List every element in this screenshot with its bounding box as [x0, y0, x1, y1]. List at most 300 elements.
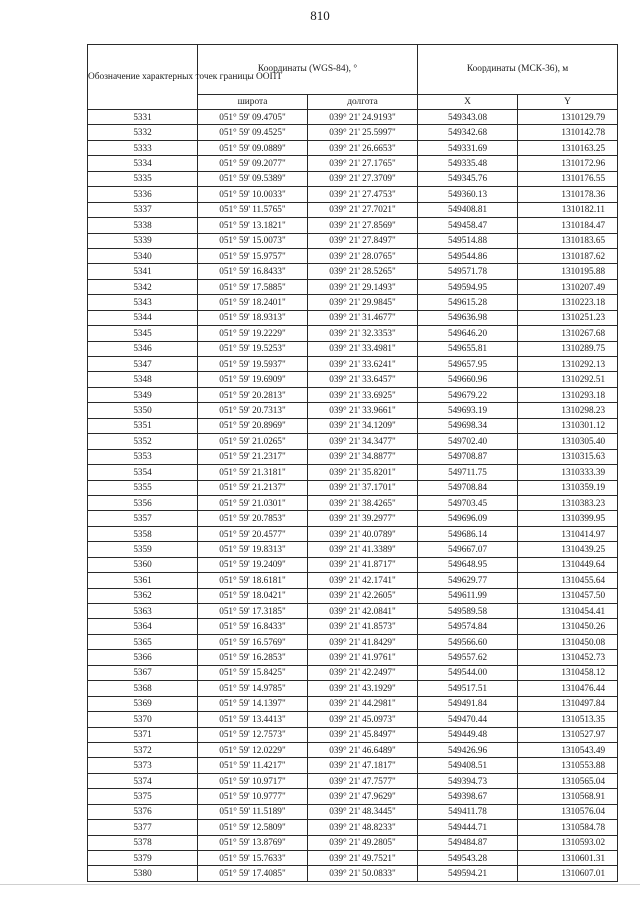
y-coordinate-cell: 1310476.44	[518, 681, 618, 696]
latitude-cell: 051° 59' 16.8433"	[198, 619, 308, 634]
table-row	[88, 248, 618, 263]
longitude-cell: 039° 21' 39.2977"	[308, 511, 418, 526]
x-coordinate-cell: 549514.88	[418, 233, 518, 248]
y-coordinate-cell: 1310293.18	[518, 387, 618, 402]
x-coordinate-cell: 549544.00	[418, 665, 518, 680]
point-id-cell: 5362	[88, 588, 198, 603]
latitude-cell: 051° 59' 20.2813"	[198, 387, 308, 402]
y-coordinate-cell: 1310301.12	[518, 418, 618, 433]
x-coordinate-cell: 549398.67	[418, 789, 518, 804]
table-row	[88, 310, 618, 325]
y-coordinate-cell: 1310359.19	[518, 480, 618, 495]
y-coordinate-cell: 1310458.12	[518, 665, 618, 680]
latitude-cell: 051° 59' 15.0073"	[198, 233, 308, 248]
point-id-cell: 5342	[88, 279, 198, 294]
point-id-cell: 5340	[88, 248, 198, 263]
table-row	[88, 619, 618, 634]
x-coordinate-cell: 549589.58	[418, 604, 518, 619]
table-row	[88, 372, 618, 387]
y-coordinate-cell: 1310267.68	[518, 326, 618, 341]
longitude-cell: 039° 21' 42.0841"	[308, 604, 418, 619]
latitude-cell: 051° 59' 11.5189"	[198, 804, 308, 819]
y-coordinate-cell: 1310182.11	[518, 202, 618, 217]
latitude-cell: 051° 59' 19.2409"	[198, 557, 308, 572]
table-row	[88, 465, 618, 480]
msk36-coordinates-header: Координаты (МСК-36), м	[418, 45, 618, 95]
latitude-cell: 051° 59' 18.9313"	[198, 310, 308, 325]
y-coordinate-cell: 1310439.25	[518, 542, 618, 557]
point-id-cell: 5378	[88, 835, 198, 850]
longitude-cell: 039° 21' 29.1493"	[308, 279, 418, 294]
latitude-cell: 051° 59' 10.9717"	[198, 773, 308, 788]
point-id-cell: 5367	[88, 665, 198, 680]
x-coordinate-cell: 549679.22	[418, 387, 518, 402]
point-id-cell: 5371	[88, 727, 198, 742]
longitude-cell: 039° 21' 33.4981"	[308, 341, 418, 356]
x-coordinate-cell: 549574.84	[418, 619, 518, 634]
longitude-cell: 039° 21' 46.6489"	[308, 742, 418, 757]
table-row	[88, 835, 618, 850]
table-row	[88, 820, 618, 835]
point-id-cell: 5353	[88, 449, 198, 464]
x-coordinate-cell: 549343.08	[418, 110, 518, 125]
longitude-cell: 039° 21' 41.8429"	[308, 634, 418, 649]
table-row	[88, 542, 618, 557]
point-id-cell: 5363	[88, 604, 198, 619]
latitude-cell: 051° 59' 13.8769"	[198, 835, 308, 850]
table-row	[88, 511, 618, 526]
y-coordinate-cell: 1310207.49	[518, 279, 618, 294]
point-id-cell: 5337	[88, 202, 198, 217]
x-coordinate-cell: 549655.81	[418, 341, 518, 356]
latitude-cell: 051° 59' 12.7573"	[198, 727, 308, 742]
latitude-cell: 051° 59' 13.4413"	[198, 712, 308, 727]
longitude-cell: 039° 21' 41.3389"	[308, 542, 418, 557]
y-coordinate-cell: 1310513.35	[518, 712, 618, 727]
y-coordinate-cell: 1310184.47	[518, 218, 618, 233]
latitude-cell: 051° 59' 21.0265"	[198, 434, 308, 449]
longitude-cell: 039° 21' 47.7577"	[308, 773, 418, 788]
y-coordinate-cell: 1310576.04	[518, 804, 618, 819]
longitude-cell: 039° 21' 48.3445"	[308, 804, 418, 819]
y-coordinate-cell: 1310497.84	[518, 696, 618, 711]
point-id-cell: 5335	[88, 171, 198, 186]
x-coordinate-cell: 549708.84	[418, 480, 518, 495]
point-id-cell: 5348	[88, 372, 198, 387]
point-id-cell: 5345	[88, 326, 198, 341]
latitude-cell: 051° 59' 14.1397"	[198, 696, 308, 711]
table-row	[88, 357, 618, 372]
latitude-cell: 051° 59' 20.7853"	[198, 511, 308, 526]
x-coordinate-cell: 549660.96	[418, 372, 518, 387]
latitude-cell: 051° 59' 10.0033"	[198, 187, 308, 202]
longitude-cell: 039° 21' 27.3709"	[308, 171, 418, 186]
point-id-cell: 5355	[88, 480, 198, 495]
y-coordinate-cell: 1310163.25	[518, 140, 618, 155]
longitude-cell: 039° 21' 35.8201"	[308, 465, 418, 480]
latitude-cell: 051° 59' 16.5769"	[198, 634, 308, 649]
table-row	[88, 557, 618, 572]
x-coordinate-cell: 549491.84	[418, 696, 518, 711]
y-coordinate-cell: 1310251.23	[518, 310, 618, 325]
longitude-cell: 039° 21' 49.7521"	[308, 851, 418, 866]
x-coordinate-cell: 549693.19	[418, 403, 518, 418]
point-id-cell: 5360	[88, 557, 198, 572]
table-row	[88, 187, 618, 202]
coordinates-table	[87, 44, 618, 882]
latitude-cell: 051° 59' 12.0229"	[198, 742, 308, 757]
longitude-cell: 039° 21' 27.8569"	[308, 218, 418, 233]
point-id-cell: 5336	[88, 187, 198, 202]
table-row	[88, 125, 618, 140]
x-coordinate-cell: 549345.76	[418, 171, 518, 186]
point-id-cell: 5364	[88, 619, 198, 634]
table-row	[88, 295, 618, 310]
point-id-cell: 5343	[88, 295, 198, 310]
x-coordinate-cell: 549449.48	[418, 727, 518, 742]
table-row	[88, 526, 618, 541]
x-coordinate-cell: 549411.78	[418, 804, 518, 819]
point-id-cell: 5331	[88, 110, 198, 125]
y-coordinate-cell: 1310607.01	[518, 866, 618, 881]
latitude-cell: 051° 59' 16.8433"	[198, 264, 308, 279]
y-coordinate-cell: 1310305.40	[518, 434, 618, 449]
point-id-cell: 5379	[88, 851, 198, 866]
table-row	[88, 434, 618, 449]
longitude-header: долгота	[308, 95, 418, 110]
y-coordinate-cell: 1310527.97	[518, 727, 618, 742]
table-row	[88, 171, 618, 186]
table-row	[88, 233, 618, 248]
x-coordinate-cell: 549648.95	[418, 557, 518, 572]
x-coordinate-cell: 549696.09	[418, 511, 518, 526]
latitude-cell: 051° 59' 19.2229"	[198, 326, 308, 341]
y-coordinate-cell: 1310553.88	[518, 758, 618, 773]
x-coordinate-cell: 549484.87	[418, 835, 518, 850]
latitude-cell: 051° 59' 17.5885"	[198, 279, 308, 294]
point-designation-header: Обозначение характерных точек границы ООПТ	[88, 45, 198, 110]
latitude-cell: 051° 59' 09.5389"	[198, 171, 308, 186]
latitude-cell: 051° 59' 14.9785"	[198, 681, 308, 696]
x-coordinate-cell: 549702.40	[418, 434, 518, 449]
longitude-cell: 039° 21' 41.8717"	[308, 557, 418, 572]
longitude-cell: 039° 21' 34.1209"	[308, 418, 418, 433]
y-coordinate-cell: 1310593.02	[518, 835, 618, 850]
x-coordinate-cell: 549360.13	[418, 187, 518, 202]
table-row	[88, 326, 618, 341]
table-row	[88, 696, 618, 711]
longitude-cell: 039° 21' 32.3353"	[308, 326, 418, 341]
longitude-cell: 039° 21' 34.3477"	[308, 434, 418, 449]
point-id-cell: 5350	[88, 403, 198, 418]
point-id-cell: 5354	[88, 465, 198, 480]
longitude-cell: 039° 21' 34.8877"	[308, 449, 418, 464]
point-id-cell: 5349	[88, 387, 198, 402]
x-coordinate-cell: 549594.21	[418, 866, 518, 881]
table-row	[88, 218, 618, 233]
x-coordinate-cell: 549657.95	[418, 357, 518, 372]
longitude-cell: 039° 21' 38.4265"	[308, 495, 418, 510]
latitude-cell: 051° 59' 15.7633"	[198, 851, 308, 866]
point-id-cell: 5375	[88, 789, 198, 804]
y-coordinate-cell: 1310292.13	[518, 357, 618, 372]
page-number: 810	[310, 8, 330, 23]
table-row	[88, 742, 618, 757]
point-id-cell: 5341	[88, 264, 198, 279]
page-bottom-edge	[0, 884, 640, 885]
point-id-cell: 5365	[88, 634, 198, 649]
point-id-cell: 5352	[88, 434, 198, 449]
latitude-cell: 051° 59' 19.8313"	[198, 542, 308, 557]
longitude-cell: 039° 21' 50.0833"	[308, 866, 418, 881]
point-id-cell: 5372	[88, 742, 198, 757]
table-body	[88, 110, 618, 882]
x-coordinate-cell: 549544.86	[418, 248, 518, 263]
table-header	[88, 45, 618, 110]
x-coordinate-cell: 549686.14	[418, 526, 518, 541]
latitude-cell: 051° 59' 18.0421"	[198, 588, 308, 603]
y-coordinate-cell: 1310450.26	[518, 619, 618, 634]
table-row	[88, 773, 618, 788]
table-row	[88, 264, 618, 279]
y-coordinate-cell: 1310543.49	[518, 742, 618, 757]
longitude-cell: 039° 21' 33.9661"	[308, 403, 418, 418]
y-coordinate-cell: 1310455.64	[518, 573, 618, 588]
point-id-cell: 5356	[88, 495, 198, 510]
latitude-cell: 051° 59' 21.2137"	[198, 480, 308, 495]
y-coordinate-cell: 1310315.63	[518, 449, 618, 464]
longitude-cell: 039° 21' 27.7021"	[308, 202, 418, 217]
longitude-cell: 039° 21' 27.8497"	[308, 233, 418, 248]
point-id-cell: 5347	[88, 357, 198, 372]
latitude-cell: 051° 59' 09.0889"	[198, 140, 308, 155]
y-coordinate-cell: 1310292.51	[518, 372, 618, 387]
latitude-cell: 051° 59' 19.5253"	[198, 341, 308, 356]
latitude-cell: 051° 59' 13.1821"	[198, 218, 308, 233]
longitude-cell: 039° 21' 28.0765"	[308, 248, 418, 263]
longitude-cell: 039° 21' 37.1701"	[308, 480, 418, 495]
longitude-cell: 039° 21' 43.1929"	[308, 681, 418, 696]
longitude-cell: 039° 21' 27.1765"	[308, 156, 418, 171]
table-row	[88, 403, 618, 418]
y-coordinate-cell: 1310449.64	[518, 557, 618, 572]
longitude-cell: 039° 21' 28.5265"	[308, 264, 418, 279]
y-coordinate-cell: 1310298.23	[518, 403, 618, 418]
x-coordinate-cell: 549646.20	[418, 326, 518, 341]
point-id-cell: 5332	[88, 125, 198, 140]
longitude-cell: 039° 21' 47.9629"	[308, 789, 418, 804]
x-coordinate-cell: 549615.28	[418, 295, 518, 310]
y-coordinate-cell: 1310454.41	[518, 604, 618, 619]
latitude-cell: 051° 59' 20.4577"	[198, 526, 308, 541]
x-header: X	[418, 95, 518, 110]
x-coordinate-cell: 549611.99	[418, 588, 518, 603]
longitude-cell: 039° 21' 44.2981"	[308, 696, 418, 711]
x-coordinate-cell: 549557.62	[418, 650, 518, 665]
latitude-cell: 051° 59' 15.8425"	[198, 665, 308, 680]
x-coordinate-cell: 549708.87	[418, 449, 518, 464]
table-row	[88, 140, 618, 155]
y-coordinate-cell: 1310129.79	[518, 110, 618, 125]
y-coordinate-cell: 1310565.04	[518, 773, 618, 788]
x-coordinate-cell: 549711.75	[418, 465, 518, 480]
table-row	[88, 650, 618, 665]
x-coordinate-cell: 549426.96	[418, 742, 518, 757]
x-coordinate-cell: 549331.69	[418, 140, 518, 155]
longitude-cell: 039° 21' 45.0973"	[308, 712, 418, 727]
y-coordinate-cell: 1310289.75	[518, 341, 618, 356]
table-row	[88, 495, 618, 510]
latitude-cell: 051° 59' 19.6909"	[198, 372, 308, 387]
latitude-cell: 051° 59' 11.4217"	[198, 758, 308, 773]
point-id-cell: 5333	[88, 140, 198, 155]
table-row	[88, 418, 618, 433]
y-coordinate-cell: 1310183.65	[518, 233, 618, 248]
latitude-cell: 051° 59' 18.6181"	[198, 573, 308, 588]
table-row	[88, 804, 618, 819]
y-coordinate-cell: 1310176.55	[518, 171, 618, 186]
longitude-cell: 039° 21' 25.5997"	[308, 125, 418, 140]
table-row	[88, 727, 618, 742]
table-row	[88, 573, 618, 588]
point-id-cell: 5373	[88, 758, 198, 773]
y-coordinate-cell: 1310223.18	[518, 295, 618, 310]
y-coordinate-cell: 1310601.31	[518, 851, 618, 866]
latitude-cell: 051° 59' 19.5937"	[198, 357, 308, 372]
x-coordinate-cell: 549335.48	[418, 156, 518, 171]
table-row	[88, 665, 618, 680]
point-id-cell: 5359	[88, 542, 198, 557]
latitude-cell: 051° 59' 18.2401"	[198, 295, 308, 310]
longitude-cell: 039° 21' 42.1741"	[308, 573, 418, 588]
x-coordinate-cell: 549543.28	[418, 851, 518, 866]
latitude-cell: 051° 59' 11.5765"	[198, 202, 308, 217]
longitude-cell: 039° 21' 33.6241"	[308, 357, 418, 372]
table-row	[88, 480, 618, 495]
table-row	[88, 449, 618, 464]
point-id-cell: 5374	[88, 773, 198, 788]
point-id-cell: 5351	[88, 418, 198, 433]
point-id-cell: 5344	[88, 310, 198, 325]
longitude-cell: 039° 21' 42.2497"	[308, 665, 418, 680]
y-coordinate-cell: 1310457.50	[518, 588, 618, 603]
x-coordinate-cell: 549408.51	[418, 758, 518, 773]
longitude-cell: 039° 21' 48.8233"	[308, 820, 418, 835]
latitude-cell: 051° 59' 09.4525"	[198, 125, 308, 140]
x-coordinate-cell: 549394.73	[418, 773, 518, 788]
x-coordinate-cell: 549571.78	[418, 264, 518, 279]
point-id-cell: 5339	[88, 233, 198, 248]
y-coordinate-cell: 1310399.95	[518, 511, 618, 526]
longitude-cell: 039° 21' 33.6925"	[308, 387, 418, 402]
table-row	[88, 279, 618, 294]
latitude-cell: 051° 59' 12.5809"	[198, 820, 308, 835]
point-id-cell: 5346	[88, 341, 198, 356]
table-row	[88, 110, 618, 125]
point-id-cell: 5366	[88, 650, 198, 665]
y-coordinate-cell: 1310187.62	[518, 248, 618, 263]
point-id-cell: 5358	[88, 526, 198, 541]
latitude-cell: 051° 59' 10.9777"	[198, 789, 308, 804]
longitude-cell: 039° 21' 45.8497"	[308, 727, 418, 742]
latitude-header: широта	[198, 95, 308, 110]
longitude-cell: 039° 21' 41.8573"	[308, 619, 418, 634]
x-coordinate-cell: 549342.68	[418, 125, 518, 140]
longitude-cell: 039° 21' 33.6457"	[308, 372, 418, 387]
x-coordinate-cell: 549458.47	[418, 218, 518, 233]
point-id-cell: 5369	[88, 696, 198, 711]
x-coordinate-cell: 549636.98	[418, 310, 518, 325]
coordinates-table-container	[87, 44, 617, 882]
table-row	[88, 341, 618, 356]
table-row	[88, 712, 618, 727]
x-coordinate-cell: 549698.34	[418, 418, 518, 433]
latitude-cell: 051° 59' 16.2853"	[198, 650, 308, 665]
latitude-cell: 051° 59' 09.2077"	[198, 156, 308, 171]
latitude-cell: 051° 59' 21.2317"	[198, 449, 308, 464]
y-coordinate-cell: 1310195.88	[518, 264, 618, 279]
x-coordinate-cell: 549517.51	[418, 681, 518, 696]
x-coordinate-cell: 549703.45	[418, 495, 518, 510]
y-header: Y	[518, 95, 618, 110]
point-id-cell: 5368	[88, 681, 198, 696]
x-coordinate-cell: 549594.95	[418, 279, 518, 294]
x-coordinate-cell: 549470.44	[418, 712, 518, 727]
x-coordinate-cell: 549444.71	[418, 820, 518, 835]
point-id-cell: 5380	[88, 866, 198, 881]
table-row	[88, 588, 618, 603]
point-id-cell: 5361	[88, 573, 198, 588]
table-row	[88, 758, 618, 773]
latitude-cell: 051° 59' 21.0301"	[198, 495, 308, 510]
longitude-cell: 039° 21' 26.6653"	[308, 140, 418, 155]
point-id-cell: 5370	[88, 712, 198, 727]
point-id-cell: 5357	[88, 511, 198, 526]
x-coordinate-cell: 549667.07	[418, 542, 518, 557]
latitude-cell: 051° 59' 20.7313"	[198, 403, 308, 418]
point-id-cell: 5377	[88, 820, 198, 835]
wgs84-coordinates-header: Координаты (WGS-84), °	[198, 45, 418, 95]
y-coordinate-cell: 1310142.78	[518, 125, 618, 140]
y-coordinate-cell: 1310414.97	[518, 526, 618, 541]
longitude-cell: 039° 21' 42.2605"	[308, 588, 418, 603]
y-coordinate-cell: 1310383.23	[518, 495, 618, 510]
y-coordinate-cell: 1310584.78	[518, 820, 618, 835]
x-coordinate-cell: 549629.77	[418, 573, 518, 588]
point-id-cell: 5334	[88, 156, 198, 171]
longitude-cell: 039° 21' 31.4677"	[308, 310, 418, 325]
table-row	[88, 851, 618, 866]
y-coordinate-cell: 1310450.08	[518, 634, 618, 649]
y-coordinate-cell: 1310178.36	[518, 187, 618, 202]
longitude-cell: 039° 21' 40.0789"	[308, 526, 418, 541]
y-coordinate-cell: 1310172.96	[518, 156, 618, 171]
table-row	[88, 866, 618, 881]
longitude-cell: 039° 21' 41.9761"	[308, 650, 418, 665]
table-row	[88, 634, 618, 649]
latitude-cell: 051° 59' 09.4705"	[198, 110, 308, 125]
longitude-cell: 039° 21' 27.4753"	[308, 187, 418, 202]
longitude-cell: 039° 21' 24.9193"	[308, 110, 418, 125]
latitude-cell: 051° 59' 15.9757"	[198, 248, 308, 263]
point-id-cell: 5376	[88, 804, 198, 819]
y-coordinate-cell: 1310568.91	[518, 789, 618, 804]
latitude-cell: 051° 59' 20.8969"	[198, 418, 308, 433]
longitude-cell: 039° 21' 49.2805"	[308, 835, 418, 850]
y-coordinate-cell: 1310333.39	[518, 465, 618, 480]
longitude-cell: 039° 21' 29.9845"	[308, 295, 418, 310]
latitude-cell: 051° 59' 17.3185"	[198, 604, 308, 619]
